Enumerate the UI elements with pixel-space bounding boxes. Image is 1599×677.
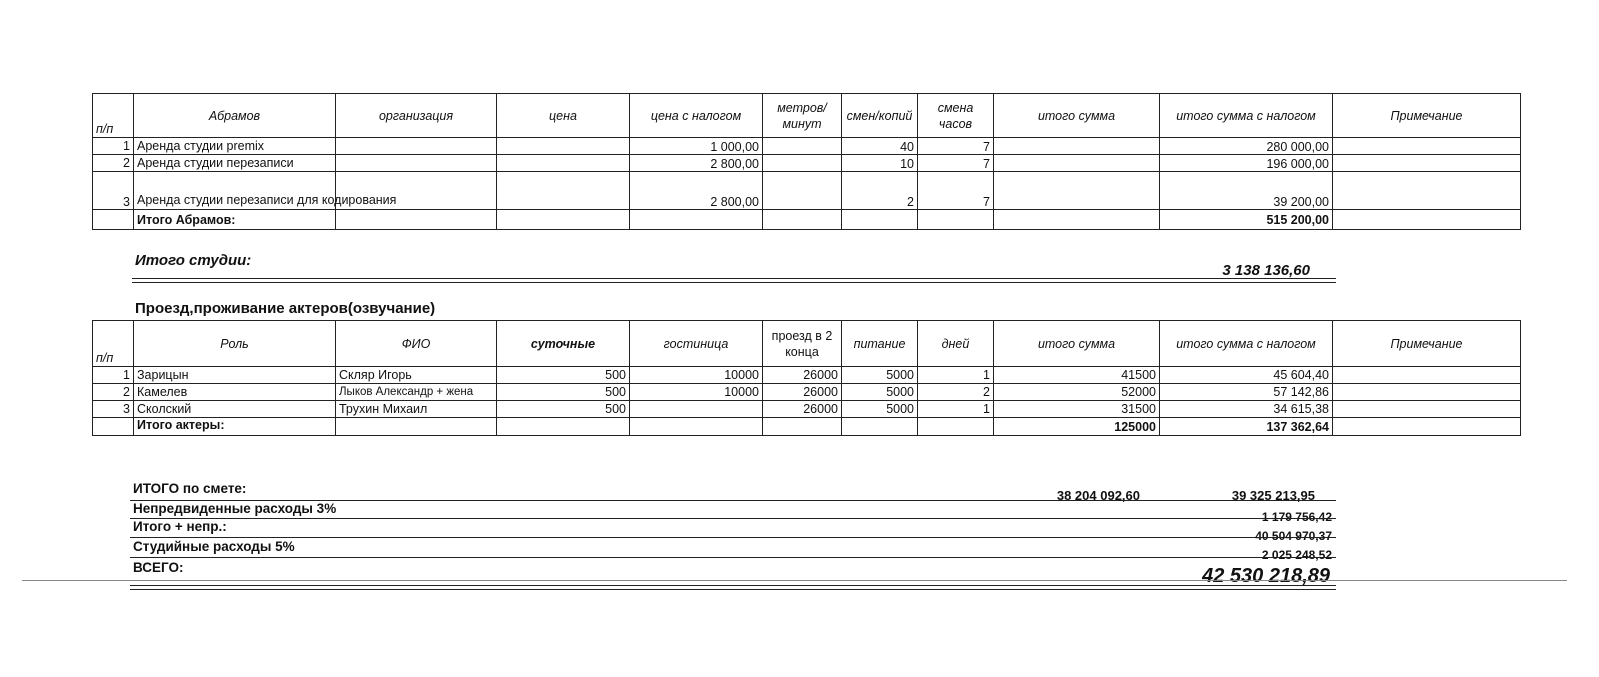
row-daily: 500 xyxy=(497,384,630,401)
table-row xyxy=(93,401,1521,418)
row-days: 1 xyxy=(918,401,994,418)
table-row xyxy=(93,384,1521,401)
row-total: 52000 xyxy=(994,384,1160,401)
studio-expenses-label: Студийные расходы 5% xyxy=(133,539,295,554)
row-food: 5000 xyxy=(842,384,918,401)
row-num: 3 xyxy=(93,172,134,210)
row-note xyxy=(1333,384,1521,401)
subtotal-value: 40 504 970,37 xyxy=(1255,529,1332,543)
table-row xyxy=(93,138,1521,155)
row-org xyxy=(336,155,497,172)
row-total xyxy=(994,172,1160,210)
row-hotel: 10000 xyxy=(630,367,763,384)
header-hotel: гостиница xyxy=(630,321,763,367)
actors-header-row xyxy=(93,321,1521,367)
row-total xyxy=(994,138,1160,155)
header-total: итого сумма xyxy=(994,94,1160,138)
header-daily: суточные xyxy=(497,321,630,367)
row-days: 1 xyxy=(918,367,994,384)
header-food: питание xyxy=(842,321,918,367)
row-travel: 26000 xyxy=(763,367,842,384)
studio-total-row xyxy=(93,210,1521,230)
grand-total-value: 42 530 218,89 xyxy=(1202,565,1330,587)
row-price-tax: 1 000,00 xyxy=(630,138,763,155)
studio-total-label: Итого Абрамов: xyxy=(134,210,336,230)
actors-total-value: 125000 xyxy=(994,418,1160,436)
row-total-tax: 196 000,00 xyxy=(1160,155,1333,172)
row-total-tax: 45 604,40 xyxy=(1160,367,1333,384)
row-role: Камелев xyxy=(134,384,336,401)
header-org: организация xyxy=(336,94,497,138)
header-role: Роль xyxy=(134,321,336,367)
row-role: Сколский xyxy=(134,401,336,418)
actors-total-label: Итого актеры: xyxy=(134,418,336,436)
header-num: п/п xyxy=(93,321,134,367)
row-total-tax: 34 615,38 xyxy=(1160,401,1333,418)
row-total-tax: 280 000,00 xyxy=(1160,138,1333,155)
row-total: 31500 xyxy=(994,401,1160,418)
row-food: 5000 xyxy=(842,367,918,384)
actors-section-title: Проезд,проживание актеров(озвучание) xyxy=(135,300,436,317)
studio-total-value: 515 200,00 xyxy=(1160,210,1333,230)
contingency-value: 1 179 756,42 xyxy=(1261,510,1332,524)
header-price-tax: цена с налогом xyxy=(630,94,763,138)
row-hotel: 10000 xyxy=(630,384,763,401)
row-daily: 500 xyxy=(497,401,630,418)
row-shifts: 2 xyxy=(842,172,918,210)
page-rule-1 xyxy=(22,580,1567,581)
row-total: 41500 xyxy=(994,367,1160,384)
row-price-tax: 2 800,00 xyxy=(630,155,763,172)
studio-expenses-value: 2 025 248,52 xyxy=(1261,548,1332,562)
row-note xyxy=(1333,172,1521,210)
header-hours: смена часов xyxy=(918,94,994,138)
header-shifts: смен/копий xyxy=(842,94,918,138)
header-total-tax: итого сумма с налогом xyxy=(1160,94,1333,138)
row-fio: Скляр Игорь xyxy=(336,367,497,384)
row-hours: 7 xyxy=(918,155,994,172)
row-price-tax: 2 800,00 xyxy=(630,172,763,210)
row-daily: 500 xyxy=(497,367,630,384)
row-fio: Лыков Александр + жена xyxy=(336,384,497,401)
row-shifts: 10 xyxy=(842,155,918,172)
row-food: 5000 xyxy=(842,401,918,418)
row-name: Аренда студии перезаписи для кодирования xyxy=(134,172,336,210)
actors-total-tax-value: 137 362,64 xyxy=(1160,418,1333,436)
row-note xyxy=(1333,138,1521,155)
header-days: дней xyxy=(918,321,994,367)
row-price xyxy=(497,172,630,210)
summary-rule-4 xyxy=(130,557,1336,558)
subtotal-label: Итого + непр.: xyxy=(133,519,227,534)
header-fio: ФИО xyxy=(336,321,497,367)
row-num: 3 xyxy=(93,401,134,418)
row-org xyxy=(336,138,497,155)
row-note xyxy=(1333,155,1521,172)
summary-rule-6 xyxy=(130,589,1336,590)
table-row xyxy=(93,172,1521,210)
row-meters xyxy=(763,155,842,172)
row-role: Зарицын xyxy=(134,367,336,384)
row-name: Аренда студии premix xyxy=(134,138,336,155)
row-shifts: 40 xyxy=(842,138,918,155)
row-meters xyxy=(763,172,842,210)
row-total-tax: 39 200,00 xyxy=(1160,172,1333,210)
row-num: 1 xyxy=(93,138,134,155)
row-total-tax: 57 142,86 xyxy=(1160,384,1333,401)
estimate-value: 38 204 092,60 xyxy=(1056,488,1140,503)
row-note xyxy=(1333,367,1521,384)
header-meters: метров/минут xyxy=(763,94,842,138)
header-travel: проезд в 2 конца xyxy=(763,321,842,367)
row-travel: 26000 xyxy=(763,401,842,418)
row-note xyxy=(1333,401,1521,418)
table-row xyxy=(93,155,1521,172)
studio-total-label: Итого студии: xyxy=(135,252,252,269)
row-hours: 7 xyxy=(918,172,994,210)
row-hotel xyxy=(630,401,763,418)
row-num: 1 xyxy=(93,367,134,384)
summary-rule-3 xyxy=(130,537,1336,538)
actors-table xyxy=(92,320,1521,436)
row-num: 2 xyxy=(93,155,134,172)
studio-table xyxy=(92,93,1521,230)
row-price xyxy=(497,138,630,155)
estimate-value-tax: 39 325 213,95 xyxy=(1231,488,1315,503)
studio-total-underline-2 xyxy=(132,282,1336,283)
row-price xyxy=(497,155,630,172)
row-days: 2 xyxy=(918,384,994,401)
row-hours: 7 xyxy=(918,138,994,155)
row-travel: 26000 xyxy=(763,384,842,401)
estimate-label: ИТОГО по смете: xyxy=(133,481,247,496)
actors-total-row xyxy=(93,418,1521,436)
summary-rule-5 xyxy=(130,585,1336,586)
header-price: цена xyxy=(497,94,630,138)
header-note: Примечание xyxy=(1333,321,1521,367)
header-total-tax: итого сумма с налогом xyxy=(1160,321,1333,367)
header-num: п/п xyxy=(93,94,134,138)
row-num: 2 xyxy=(93,384,134,401)
row-meters xyxy=(763,138,842,155)
row-total xyxy=(994,155,1160,172)
header-name: Абрамов xyxy=(134,94,336,138)
contingency-label: Непредвиденные расходы 3% xyxy=(133,501,337,516)
summary-rule-2 xyxy=(130,518,1336,519)
studio-header-row xyxy=(93,94,1521,138)
table-row xyxy=(93,367,1521,384)
header-note: Примечание xyxy=(1333,94,1521,138)
header-total: итого сумма xyxy=(994,321,1160,367)
studio-total-value: 3 138 136,60 xyxy=(1222,262,1310,279)
grand-total-label: ВСЕГО: xyxy=(133,560,184,575)
studio-total-underline-1 xyxy=(132,278,1336,279)
row-fio: Трухин Михаил xyxy=(336,401,497,418)
row-name: Аренда студии перезаписи xyxy=(134,155,336,172)
